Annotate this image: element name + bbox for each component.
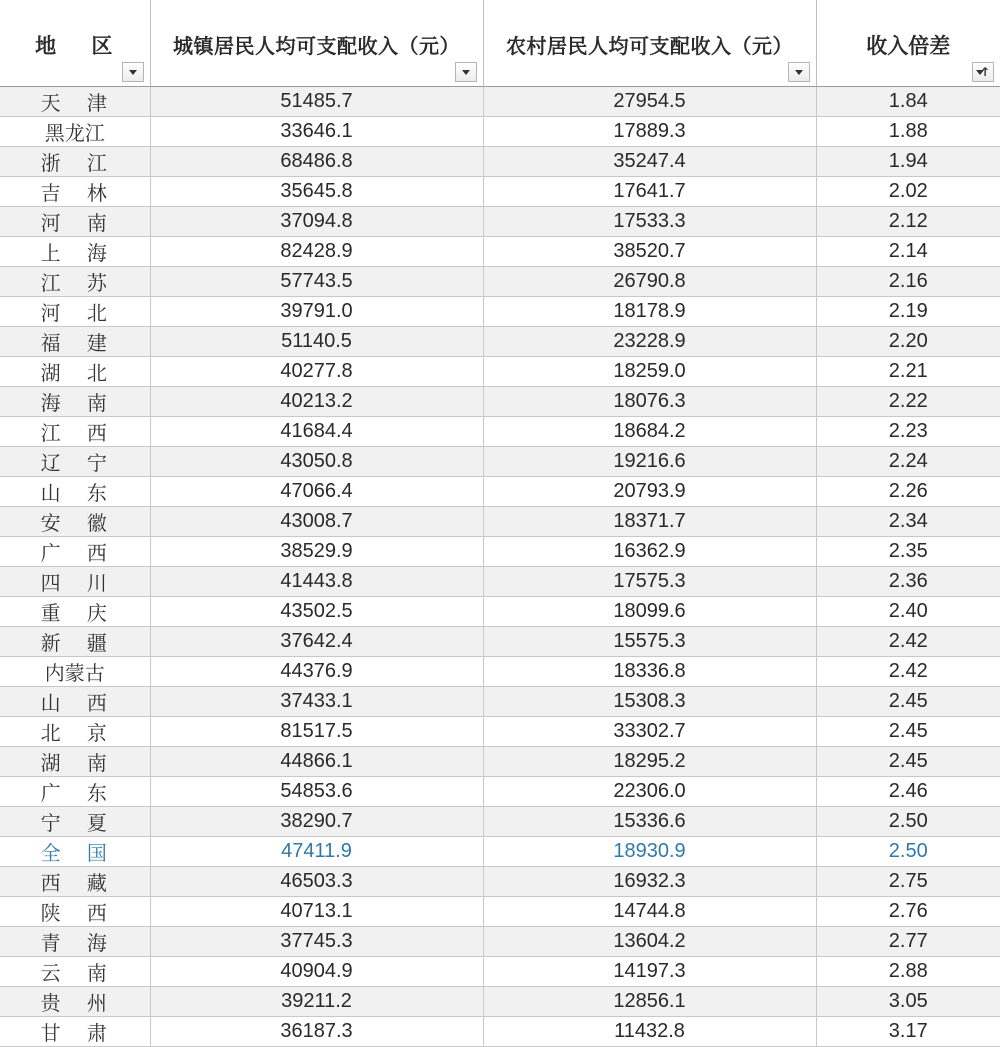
table-row (0, 657, 1000, 687)
income-ratio-cell[interactable]: 2.45 (816, 747, 1000, 777)
rural-income-cell[interactable]: 22306.0 (483, 777, 816, 807)
region-cell[interactable]: 河 南 (0, 207, 150, 237)
sort-ascending-icon: ↑ (980, 64, 990, 80)
income-ratio-cell[interactable]: 2.42 (816, 657, 1000, 687)
column-header-label: 城镇居民人均可支配收入（元） (151, 30, 483, 59)
table-row (0, 357, 1000, 387)
region-cell[interactable]: 北 京 (0, 717, 150, 747)
urban-income-cell[interactable]: 40277.8 (150, 357, 483, 387)
rural-income-cell[interactable]: 38520.7 (483, 237, 816, 267)
table-row (0, 327, 1000, 357)
urban-income-cell[interactable]: 40713.1 (150, 897, 483, 927)
urban-income-cell[interactable]: 37433.1 (150, 687, 483, 717)
chevron-down-icon (129, 70, 137, 75)
urban-income-cell[interactable]: 41443.8 (150, 567, 483, 597)
table-row (0, 927, 1000, 957)
income-ratio-cell[interactable]: 2.24 (816, 447, 1000, 477)
urban-income-cell[interactable]: 37745.3 (150, 927, 483, 957)
table-row (0, 87, 1000, 117)
income-ratio-cell[interactable]: 3.05 (816, 987, 1000, 1017)
income-ratio-cell[interactable]: 2.19 (816, 297, 1000, 327)
rural-income-cell[interactable]: 13604.2 (483, 927, 816, 957)
urban-income-cell[interactable]: 46503.3 (150, 867, 483, 897)
income-ratio-cell[interactable]: 2.46 (816, 777, 1000, 807)
urban-income-cell[interactable]: 57743.5 (150, 267, 483, 297)
region-cell[interactable]: 山 东 (0, 477, 150, 507)
region-cell[interactable]: 甘 肃 (0, 1017, 150, 1047)
rural-income-cell[interactable]: 16362.9 (483, 537, 816, 567)
urban-income-cell[interactable]: 44866.1 (150, 747, 483, 777)
rural-income-cell[interactable]: 26790.8 (483, 267, 816, 297)
urban-income-cell[interactable]: 39211.2 (150, 987, 483, 1017)
rural-income-cell[interactable]: 27954.5 (483, 87, 816, 117)
urban-income-cell[interactable]: 43050.8 (150, 447, 483, 477)
urban-income-cell[interactable]: 33646.1 (150, 117, 483, 147)
rural-income-cell[interactable]: 18076.3 (483, 387, 816, 417)
rural-income-cell[interactable]: 14744.8 (483, 897, 816, 927)
region-cell[interactable]: 全 国 (0, 837, 150, 867)
income-ratio-cell[interactable]: 1.94 (816, 147, 1000, 177)
income-ratio-cell[interactable]: 1.84 (816, 87, 1000, 117)
table-row (0, 417, 1000, 447)
income-ratio-cell[interactable]: 2.21 (816, 357, 1000, 387)
rural-income-cell[interactable]: 15336.6 (483, 807, 816, 837)
region-cell[interactable]: 吉 林 (0, 177, 150, 207)
urban-income-cell[interactable]: 43502.5 (150, 597, 483, 627)
urban-income-cell[interactable]: 68486.8 (150, 147, 483, 177)
table-row (0, 177, 1000, 207)
rural-income-cell[interactable]: 19216.6 (483, 447, 816, 477)
income-ratio-cell[interactable]: 3.17 (816, 1017, 1000, 1047)
income-ratio-cell[interactable]: 2.42 (816, 627, 1000, 657)
region-cell[interactable]: 陕 西 (0, 897, 150, 927)
table-row (0, 717, 1000, 747)
rural-income-cell[interactable]: 17889.3 (483, 117, 816, 147)
column-header-urban-income[interactable] (150, 0, 483, 87)
income-ratio-cell[interactable]: 2.22 (816, 387, 1000, 417)
region-cell[interactable]: 云 南 (0, 957, 150, 987)
region-cell[interactable]: 四 川 (0, 567, 150, 597)
income-ratio-cell[interactable]: 2.14 (816, 237, 1000, 267)
table-row (0, 807, 1000, 837)
region-cell[interactable]: 福 建 (0, 327, 150, 357)
urban-income-cell[interactable]: 41684.4 (150, 417, 483, 447)
income-ratio-cell[interactable]: 2.16 (816, 267, 1000, 297)
rural-income-cell[interactable]: 23228.9 (483, 327, 816, 357)
rural-income-cell[interactable]: 15308.3 (483, 687, 816, 717)
rural-income-cell[interactable]: 15575.3 (483, 627, 816, 657)
table-row (0, 237, 1000, 267)
region-cell[interactable]: 江 苏 (0, 267, 150, 297)
rural-income-cell[interactable]: 16932.3 (483, 867, 816, 897)
table-row (0, 537, 1000, 567)
income-ratio-cell[interactable]: 2.26 (816, 477, 1000, 507)
income-ratio-cell[interactable]: 2.50 (816, 807, 1000, 837)
sort-filter-button[interactable] (972, 62, 994, 82)
rural-income-cell[interactable]: 17533.3 (483, 207, 816, 237)
header-row (0, 0, 1000, 87)
column-header-label: 地 区 (0, 30, 150, 60)
filter-dropdown-button[interactable] (455, 62, 477, 82)
urban-income-cell[interactable]: 40904.9 (150, 957, 483, 987)
income-ratio-cell[interactable]: 2.50 (816, 837, 1000, 867)
income-ratio-cell[interactable]: 2.77 (816, 927, 1000, 957)
income-ratio-cell[interactable]: 2.45 (816, 687, 1000, 717)
region-cell[interactable]: 广 东 (0, 777, 150, 807)
urban-income-cell[interactable]: 51485.7 (150, 87, 483, 117)
region-cell[interactable]: 湖 北 (0, 357, 150, 387)
urban-income-cell[interactable]: 44376.9 (150, 657, 483, 687)
income-ratio-cell[interactable]: 2.75 (816, 867, 1000, 897)
rural-income-cell[interactable]: 18099.6 (483, 597, 816, 627)
urban-income-cell[interactable]: 37094.8 (150, 207, 483, 237)
region-cell[interactable]: 广 西 (0, 537, 150, 567)
income-ratio-cell[interactable]: 1.88 (816, 117, 1000, 147)
table-row (0, 897, 1000, 927)
rural-income-cell[interactable]: 33302.7 (483, 717, 816, 747)
rural-income-cell[interactable]: 18259.0 (483, 357, 816, 387)
income-ratio-cell[interactable]: 2.76 (816, 897, 1000, 927)
rural-income-cell[interactable]: 18371.7 (483, 507, 816, 537)
filter-dropdown-button[interactable] (788, 62, 810, 82)
urban-income-cell[interactable]: 36187.3 (150, 1017, 483, 1047)
income-ratio-cell[interactable]: 2.40 (816, 597, 1000, 627)
table-row (0, 207, 1000, 237)
region-cell[interactable]: 青 海 (0, 927, 150, 957)
region-cell[interactable]: 天 津 (0, 87, 150, 117)
chevron-down-icon (462, 70, 470, 75)
region-cell[interactable]: 辽 宁 (0, 447, 150, 477)
urban-income-cell[interactable]: 35645.8 (150, 177, 483, 207)
rural-income-cell[interactable]: 18336.8 (483, 657, 816, 687)
region-cell[interactable]: 海 南 (0, 387, 150, 417)
rural-income-cell[interactable]: 12856.1 (483, 987, 816, 1017)
column-header-income-ratio[interactable] (816, 0, 1000, 87)
urban-income-cell[interactable]: 38529.9 (150, 537, 483, 567)
table-row (0, 747, 1000, 777)
table-row (0, 567, 1000, 597)
region-cell[interactable]: 河 北 (0, 297, 150, 327)
rural-income-cell[interactable]: 18178.9 (483, 297, 816, 327)
income-ratio-cell[interactable]: 2.20 (816, 327, 1000, 357)
region-cell[interactable]: 西 藏 (0, 867, 150, 897)
region-cell[interactable]: 黑龙江 (0, 117, 150, 147)
urban-income-cell[interactable]: 37642.4 (150, 627, 483, 657)
table-row (0, 477, 1000, 507)
column-header-label: 收入倍差 (817, 30, 1000, 60)
region-cell[interactable]: 安 徽 (0, 507, 150, 537)
region-cell[interactable]: 新 疆 (0, 627, 150, 657)
filter-dropdown-button[interactable] (122, 62, 144, 82)
region-cell[interactable]: 江 西 (0, 417, 150, 447)
table-body (0, 87, 1000, 1047)
income-ratio-cell[interactable]: 2.35 (816, 537, 1000, 567)
table-row (0, 1017, 1000, 1047)
table-row (0, 627, 1000, 657)
income-ratio-cell[interactable]: 2.12 (816, 207, 1000, 237)
urban-income-cell[interactable]: 40213.2 (150, 387, 483, 417)
table-row (0, 117, 1000, 147)
income-ratio-cell[interactable]: 2.23 (816, 417, 1000, 447)
region-cell[interactable]: 湖 南 (0, 747, 150, 777)
table-row (0, 447, 1000, 477)
table-row (0, 687, 1000, 717)
urban-income-cell[interactable]: 47066.4 (150, 477, 483, 507)
urban-income-cell[interactable]: 51140.5 (150, 327, 483, 357)
table-row (0, 597, 1000, 627)
table-row (0, 507, 1000, 537)
table-row (0, 777, 1000, 807)
rural-income-cell[interactable]: 35247.4 (483, 147, 816, 177)
table-row (0, 387, 1000, 417)
region-cell[interactable]: 上 海 (0, 237, 150, 267)
income-ratio-cell[interactable]: 2.36 (816, 567, 1000, 597)
region-cell[interactable]: 重 庆 (0, 597, 150, 627)
column-header-rural-income[interactable] (483, 0, 816, 87)
table-row (0, 867, 1000, 897)
rural-income-cell[interactable]: 17641.7 (483, 177, 816, 207)
income-ratio-cell[interactable]: 2.02 (816, 177, 1000, 207)
urban-income-cell[interactable]: 39791.0 (150, 297, 483, 327)
column-header-region[interactable] (0, 0, 150, 87)
rural-income-cell[interactable]: 11432.8 (483, 1017, 816, 1047)
rural-income-cell[interactable]: 18930.9 (483, 837, 816, 867)
urban-income-cell[interactable]: 54853.6 (150, 777, 483, 807)
rural-income-cell[interactable]: 14197.3 (483, 957, 816, 987)
table-row (0, 957, 1000, 987)
rural-income-cell[interactable]: 20793.9 (483, 477, 816, 507)
rural-income-cell[interactable]: 17575.3 (483, 567, 816, 597)
region-cell[interactable]: 贵 州 (0, 987, 150, 1017)
urban-income-cell[interactable]: 38290.7 (150, 807, 483, 837)
table-row (0, 987, 1000, 1017)
income-ratio-cell[interactable]: 2.45 (816, 717, 1000, 747)
income-ratio-cell[interactable]: 2.88 (816, 957, 1000, 987)
region-cell[interactable]: 内蒙古 (0, 657, 150, 687)
urban-income-cell[interactable]: 82428.9 (150, 237, 483, 267)
column-header-label: 农村居民人均可支配收入（元） (484, 30, 816, 59)
table-row (0, 297, 1000, 327)
table-row (0, 147, 1000, 177)
urban-income-cell[interactable]: 47411.9 (150, 837, 483, 867)
rural-income-cell[interactable]: 18295.2 (483, 747, 816, 777)
region-cell[interactable]: 浙 江 (0, 147, 150, 177)
urban-income-cell[interactable]: 81517.5 (150, 717, 483, 747)
region-cell[interactable]: 宁 夏 (0, 807, 150, 837)
region-cell[interactable]: 山 西 (0, 687, 150, 717)
rural-income-cell[interactable]: 18684.2 (483, 417, 816, 447)
table-row (0, 267, 1000, 297)
income-ratio-cell[interactable]: 2.34 (816, 507, 1000, 537)
urban-income-cell[interactable]: 43008.7 (150, 507, 483, 537)
table-row (0, 837, 1000, 867)
chevron-down-icon (795, 70, 803, 75)
